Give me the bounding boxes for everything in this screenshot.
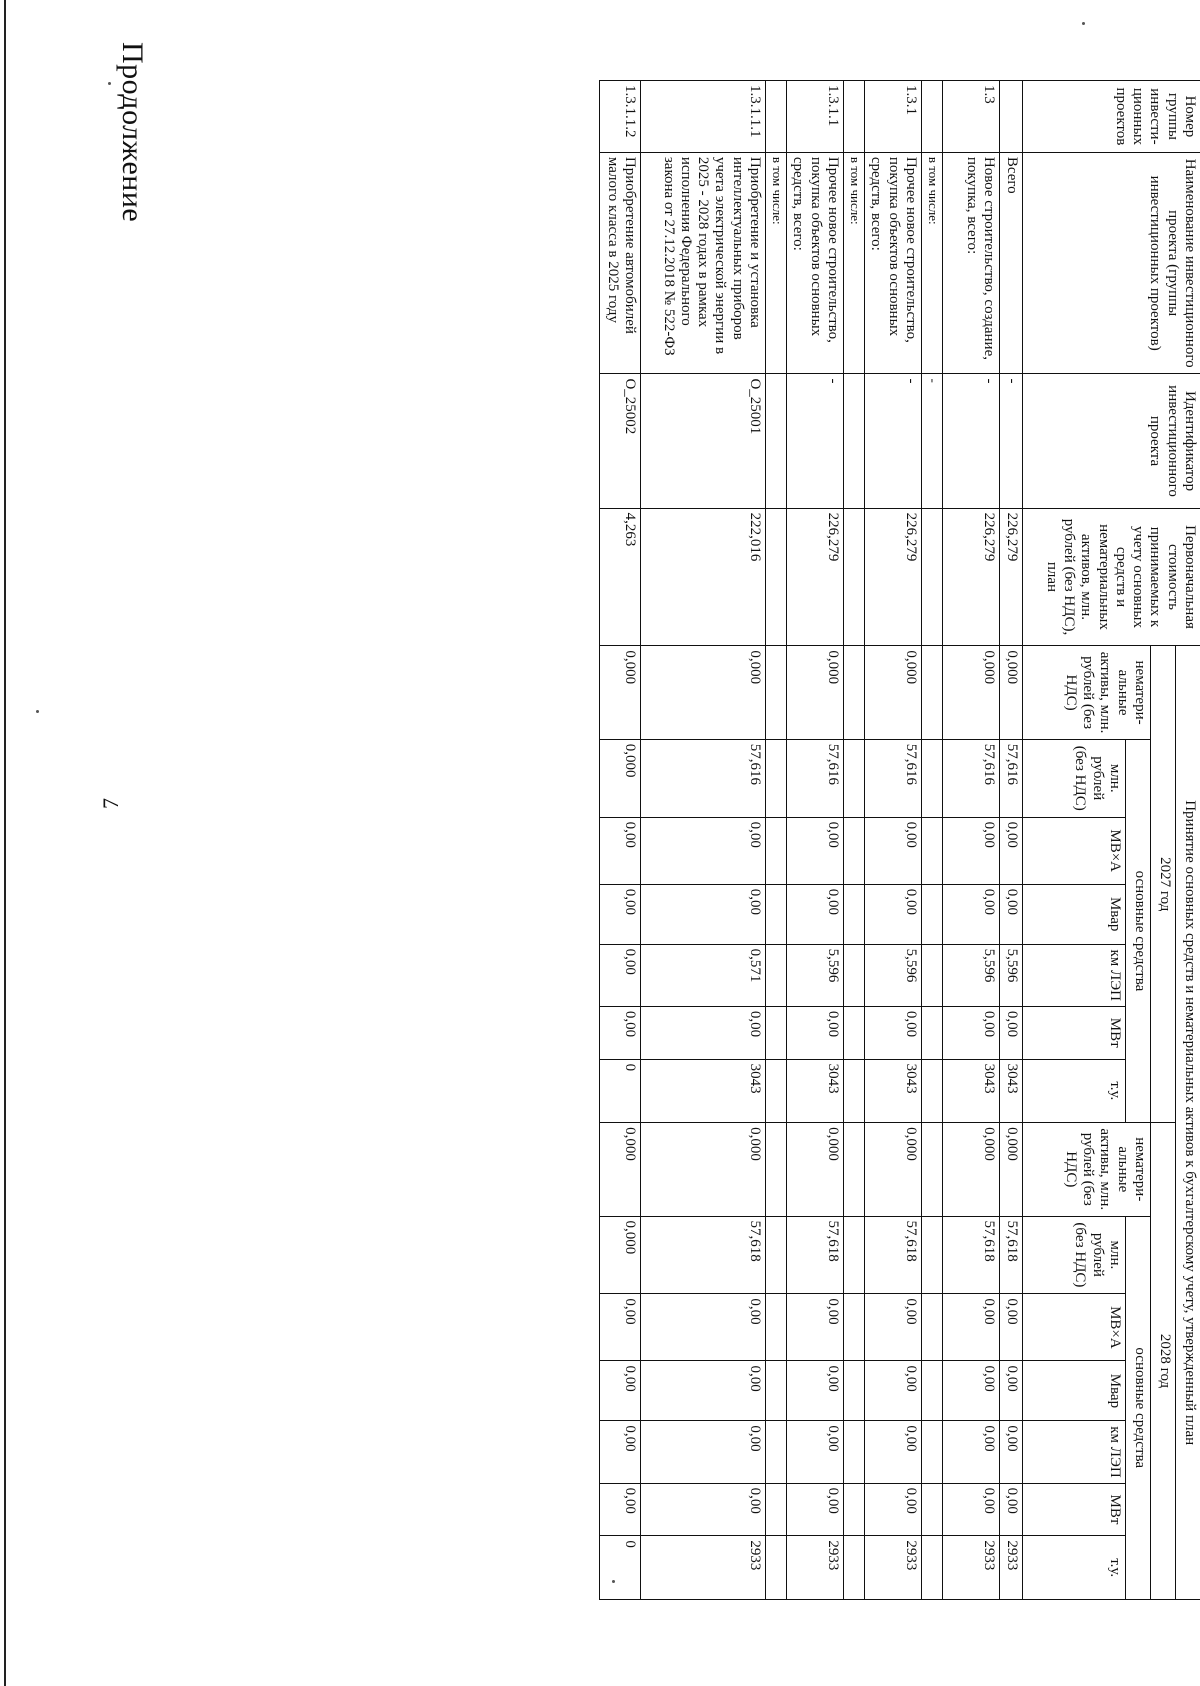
cell-cost: [766, 508, 787, 646]
table-row: [641, 81, 766, 1600]
cell-2028-mva: [766, 1294, 787, 1361]
cell-2027-tu: 0: [600, 1059, 641, 1122]
cell-2028-mvar: 0,00: [641, 1361, 766, 1421]
cell-2027-mw: [844, 1006, 865, 1059]
cell-2027-mw: [922, 1006, 943, 1059]
cell-2027-mvar: [922, 884, 943, 944]
cell-2027-tu: 3043: [865, 1059, 922, 1122]
cell-2028-mln: 0,000: [600, 1216, 641, 1294]
header-unit-km: км ЛЭП: [1023, 944, 1126, 1006]
table-row: [922, 81, 943, 1600]
header-unit-mln: млн. рублей (без НДС): [1023, 739, 1126, 817]
cell-2027-mw: 0,00: [865, 1006, 922, 1059]
cell-2027-km: [922, 944, 943, 1006]
cell-2028-mln: [766, 1216, 787, 1294]
cell-2028-tu: 2933: [641, 1536, 766, 1600]
cell-2027-mva: 0,00: [600, 817, 641, 884]
cell-2028-km: 0,00: [600, 1421, 641, 1483]
header-project-id: Идентификатор инвестиционного проекта: [1023, 374, 1200, 508]
cell-number: 1.3.1.1: [787, 81, 844, 153]
cell-2027-intangible: 0,000: [600, 646, 641, 739]
cell-number: 1.3.1: [865, 81, 922, 153]
cell-cost: 226,279: [1000, 508, 1023, 646]
cell-2028-mvar: [844, 1361, 865, 1421]
cell-2028-mln: [922, 1216, 943, 1294]
cell-2028-mvar: [766, 1361, 787, 1421]
cell-2028-mw: [766, 1483, 787, 1536]
cell-2027-mva: [766, 817, 787, 884]
cell-2028-km: [766, 1421, 787, 1483]
cell-2027-mw: 0,00: [600, 1006, 641, 1059]
cell-2028-mln: 57,618: [865, 1216, 922, 1294]
cell-2028-mva: [844, 1294, 865, 1361]
cell-2027-mln: 0,000: [600, 739, 641, 817]
cell-2028-intangible: 0,000: [865, 1123, 922, 1216]
cell-2028-intangible: [844, 1123, 865, 1216]
cell-cost: [844, 508, 865, 646]
cell-2027-tu: 3043: [641, 1059, 766, 1122]
cell-2028-intangible: 0,000: [641, 1123, 766, 1216]
cell-2027-km: 5,596: [865, 944, 922, 1006]
cell-2028-intangible: 0,000: [943, 1123, 1000, 1216]
cell-2028-mva: 0,00: [1000, 1294, 1023, 1361]
cell-2028-tu: [922, 1536, 943, 1600]
cell-name: Прочее новое строительство, покупка объектов основных средств, всего:: [787, 152, 844, 374]
cell-id: -: [943, 374, 1000, 508]
cell-2027-intangible: [922, 646, 943, 739]
table-row: [865, 81, 922, 1600]
cell-2028-intangible: [766, 1123, 787, 1216]
cell-2028-intangible: [922, 1123, 943, 1216]
cell-name: в том числе:: [844, 152, 865, 374]
cell-2027-intangible: 0,000: [943, 646, 1000, 739]
cell-2028-tu: [844, 1536, 865, 1600]
cell-2028-tu: 0: [600, 1536, 641, 1600]
cell-number: [844, 81, 865, 153]
cell-2027-mvar: 0,00: [787, 884, 844, 944]
cell-2027-mva: 0,00: [943, 817, 1000, 884]
header-unit-tu: т.у.: [1023, 1059, 1126, 1122]
table-row: [787, 81, 844, 1600]
header-acceptance: Принятие основных средств и нематериальных активов к бухгалтерскому учету, утвержденный план: [1176, 646, 1200, 1600]
cell-2027-mln: 57,616: [865, 739, 922, 817]
cell-2027-tu: 3043: [943, 1059, 1000, 1122]
header-unit-mva: МВ×А: [1023, 1294, 1126, 1361]
cell-id: -: [865, 374, 922, 508]
cell-2027-tu: 3043: [1000, 1059, 1023, 1122]
cell-2028-km: 0,00: [865, 1421, 922, 1483]
cell-2027-intangible: 0,000: [787, 646, 844, 739]
cell-id: О_25002: [600, 374, 641, 508]
header-intangible-2028: нематери-альные активы, млн. рублей (без НДС): [1023, 1123, 1151, 1216]
cell-2027-mw: [766, 1006, 787, 1059]
cell-2028-tu: 2933: [1000, 1536, 1023, 1600]
page-number: 7: [98, 798, 123, 809]
cell-number: 1.3: [943, 81, 1000, 153]
cell-2027-km: [766, 944, 787, 1006]
cell-2028-mw: 0,00: [600, 1483, 641, 1536]
cell-name: Новое строительство, создание, покупка, всего:: [943, 152, 1000, 374]
cell-2028-km: [922, 1421, 943, 1483]
cell-name: Прочее новое строительство, покупка объектов основных средств, всего:: [865, 152, 922, 374]
cell-2027-km: 5,596: [1000, 944, 1023, 1006]
cell-cost: 226,279: [865, 508, 922, 646]
cell-cost: 4,263: [600, 508, 641, 646]
cell-cost: [922, 508, 943, 646]
cell-2027-tu: [844, 1059, 865, 1122]
cell-2027-mva: 0,00: [787, 817, 844, 884]
cell-number: [1000, 81, 1023, 153]
cell-2027-km: 0,571: [641, 944, 766, 1006]
cell-number: [766, 81, 787, 153]
cell-2027-mva: 0,00: [865, 817, 922, 884]
cell-2028-mln: [844, 1216, 865, 1294]
table-row: [1000, 81, 1023, 1600]
cell-number: [922, 81, 943, 153]
header-project-name: Наименование инвестиционного проекта (группы инвестиционных проектов): [1023, 152, 1200, 374]
cell-2027-tu: [766, 1059, 787, 1122]
header-unit-mln: млн. рублей (без НДС): [1023, 1216, 1126, 1294]
cell-2027-intangible: 0,000: [641, 646, 766, 739]
cell-2028-mva: 0,00: [641, 1294, 766, 1361]
cell-2028-tu: 2933: [865, 1536, 922, 1600]
cell-2028-intangible: 0,000: [787, 1123, 844, 1216]
cell-id: [844, 374, 865, 508]
header-year-2028: 2028 год: [1151, 1123, 1176, 1600]
cell-2027-mln: [766, 739, 787, 817]
cell-2028-km: 0,00: [641, 1421, 766, 1483]
cell-id: -: [922, 374, 943, 508]
table-row: [844, 81, 865, 1600]
cell-2027-mln: 57,616: [641, 739, 766, 817]
cell-2028-mln: 57,618: [1000, 1216, 1023, 1294]
cell-2028-tu: [766, 1536, 787, 1600]
header-fixed-assets-2028: основные средства: [1126, 1216, 1151, 1600]
table-row: [943, 81, 1000, 1600]
cell-2028-intangible: 0,000: [1000, 1123, 1023, 1216]
cell-2028-mvar: 0,00: [865, 1361, 922, 1421]
cell-cost: 226,279: [787, 508, 844, 646]
cell-2027-intangible: 0,000: [865, 646, 922, 739]
cell-name: в том числе:: [922, 152, 943, 374]
cell-name: Приобретение автомобилей малого класса в 2025 году: [600, 152, 641, 374]
cell-2028-mln: 57,618: [787, 1216, 844, 1294]
cell-2027-mva: 0,00: [641, 817, 766, 884]
cell-2028-mvar: 0,00: [943, 1361, 1000, 1421]
header-year-2027: 2027 год: [1151, 646, 1176, 1123]
cell-2027-mva: [844, 817, 865, 884]
header-unit-km: км ЛЭП: [1023, 1421, 1126, 1483]
continuation-label: Продолжение: [116, 42, 149, 223]
cell-2027-mvar: 0,00: [600, 884, 641, 944]
header-intangible-2027: нематери-альные активы, млн. рублей (без НДС): [1023, 646, 1151, 739]
cell-name: Всего: [1000, 152, 1023, 374]
cell-id: -: [787, 374, 844, 508]
header-fixed-assets-2027: основные средства: [1126, 739, 1151, 1122]
cell-2028-km: [844, 1421, 865, 1483]
cell-2027-mw: 0,00: [787, 1006, 844, 1059]
table-row: [600, 81, 641, 1600]
cell-2028-mva: 0,00: [943, 1294, 1000, 1361]
cell-id: -: [1000, 374, 1023, 508]
cell-2028-mva: 0,00: [600, 1294, 641, 1361]
cell-2027-mvar: 0,00: [943, 884, 1000, 944]
cell-2027-mvar: [844, 884, 865, 944]
cell-2027-mln: 57,616: [943, 739, 1000, 817]
cell-2028-mvar: 0,00: [787, 1361, 844, 1421]
cell-2027-mvar: 0,00: [865, 884, 922, 944]
cell-2028-km: 0,00: [943, 1421, 1000, 1483]
cell-2028-mw: 0,00: [641, 1483, 766, 1536]
cell-2028-mw: 0,00: [1000, 1483, 1023, 1536]
cell-2027-mvar: 0,00: [1000, 884, 1023, 944]
cell-2028-mva: [922, 1294, 943, 1361]
cell-2028-km: 0,00: [1000, 1421, 1023, 1483]
cell-2027-mw: 0,00: [641, 1006, 766, 1059]
cell-name: Приобретение и установка интеллектуальных приборов учета электрической энергии в 2025 - 2028 годах в рамках исполнения Федерального закона от 27.12.2018 № 522-ФЗ: [641, 152, 766, 374]
cell-2028-mva: 0,00: [865, 1294, 922, 1361]
cell-2028-mvar: 0,00: [1000, 1361, 1023, 1421]
cell-2027-mln: [922, 739, 943, 817]
cell-2027-km: [844, 944, 865, 1006]
cell-cost: 222,016: [641, 508, 766, 646]
cell-2027-mva: [922, 817, 943, 884]
cell-2027-mva: 0,00: [1000, 817, 1023, 884]
cell-2028-intangible: 0,000: [600, 1123, 641, 1216]
cell-2028-mw: [922, 1483, 943, 1536]
header-initial-cost: Первоначальная стоимость принимаемых к учету основных средств и нематериальных активов, млн. рублей (без НДС), план: [1023, 508, 1200, 646]
cell-2028-mvar: [922, 1361, 943, 1421]
cell-2027-mvar: [766, 884, 787, 944]
cell-2027-mln: [844, 739, 865, 817]
cell-2027-mln: 57,616: [787, 739, 844, 817]
cell-2028-mw: 0,00: [865, 1483, 922, 1536]
cell-2028-mw: 0,00: [943, 1483, 1000, 1536]
cell-cost: 226,279: [943, 508, 1000, 646]
investment-table: [599, 80, 1200, 1600]
cell-2028-tu: 2933: [787, 1536, 844, 1600]
cell-2028-mw: [844, 1483, 865, 1536]
cell-2027-tu: 3043: [787, 1059, 844, 1122]
cell-2028-mln: 57,618: [641, 1216, 766, 1294]
header-unit-mw: МВт: [1023, 1006, 1126, 1059]
cell-2028-mvar: 0,00: [600, 1361, 641, 1421]
header-unit-mvar: Мвар: [1023, 1361, 1126, 1421]
cell-2027-tu: [922, 1059, 943, 1122]
cell-id: О_25001: [641, 374, 766, 508]
cell-2027-mw: 0,00: [943, 1006, 1000, 1059]
cell-id: [766, 374, 787, 508]
header-group-number: Номер группы инвести-ционных проектов: [1023, 81, 1200, 153]
cell-name: в том числе:: [766, 152, 787, 374]
cell-2027-km: 0,00: [600, 944, 641, 1006]
header-unit-mvar: Мвар: [1023, 884, 1126, 944]
table-row: [766, 81, 787, 1600]
cell-2028-tu: 2933: [943, 1536, 1000, 1600]
cell-2028-km: 0,00: [787, 1421, 844, 1483]
cell-number: 1.3.1.1.1: [641, 81, 766, 153]
cell-number: 1.3.1.1.2: [600, 81, 641, 153]
cell-2027-km: 5,596: [787, 944, 844, 1006]
cell-2027-km: 5,596: [943, 944, 1000, 1006]
cell-2027-mw: 0,00: [1000, 1006, 1023, 1059]
header-unit-mva: МВ×А: [1023, 817, 1126, 884]
cell-2027-intangible: [844, 646, 865, 739]
cell-2028-mw: 0,00: [787, 1483, 844, 1536]
cell-2028-mln: 57,618: [943, 1216, 1000, 1294]
cell-2027-intangible: 0,000: [1000, 646, 1023, 739]
cell-2027-intangible: [766, 646, 787, 739]
cell-2028-mva: 0,00: [787, 1294, 844, 1361]
header-unit-tu: т.у.: [1023, 1536, 1126, 1600]
cell-2027-mvar: 0,00: [641, 884, 766, 944]
header-unit-mw: МВт: [1023, 1483, 1126, 1536]
cell-2027-mln: 57,616: [1000, 739, 1023, 817]
